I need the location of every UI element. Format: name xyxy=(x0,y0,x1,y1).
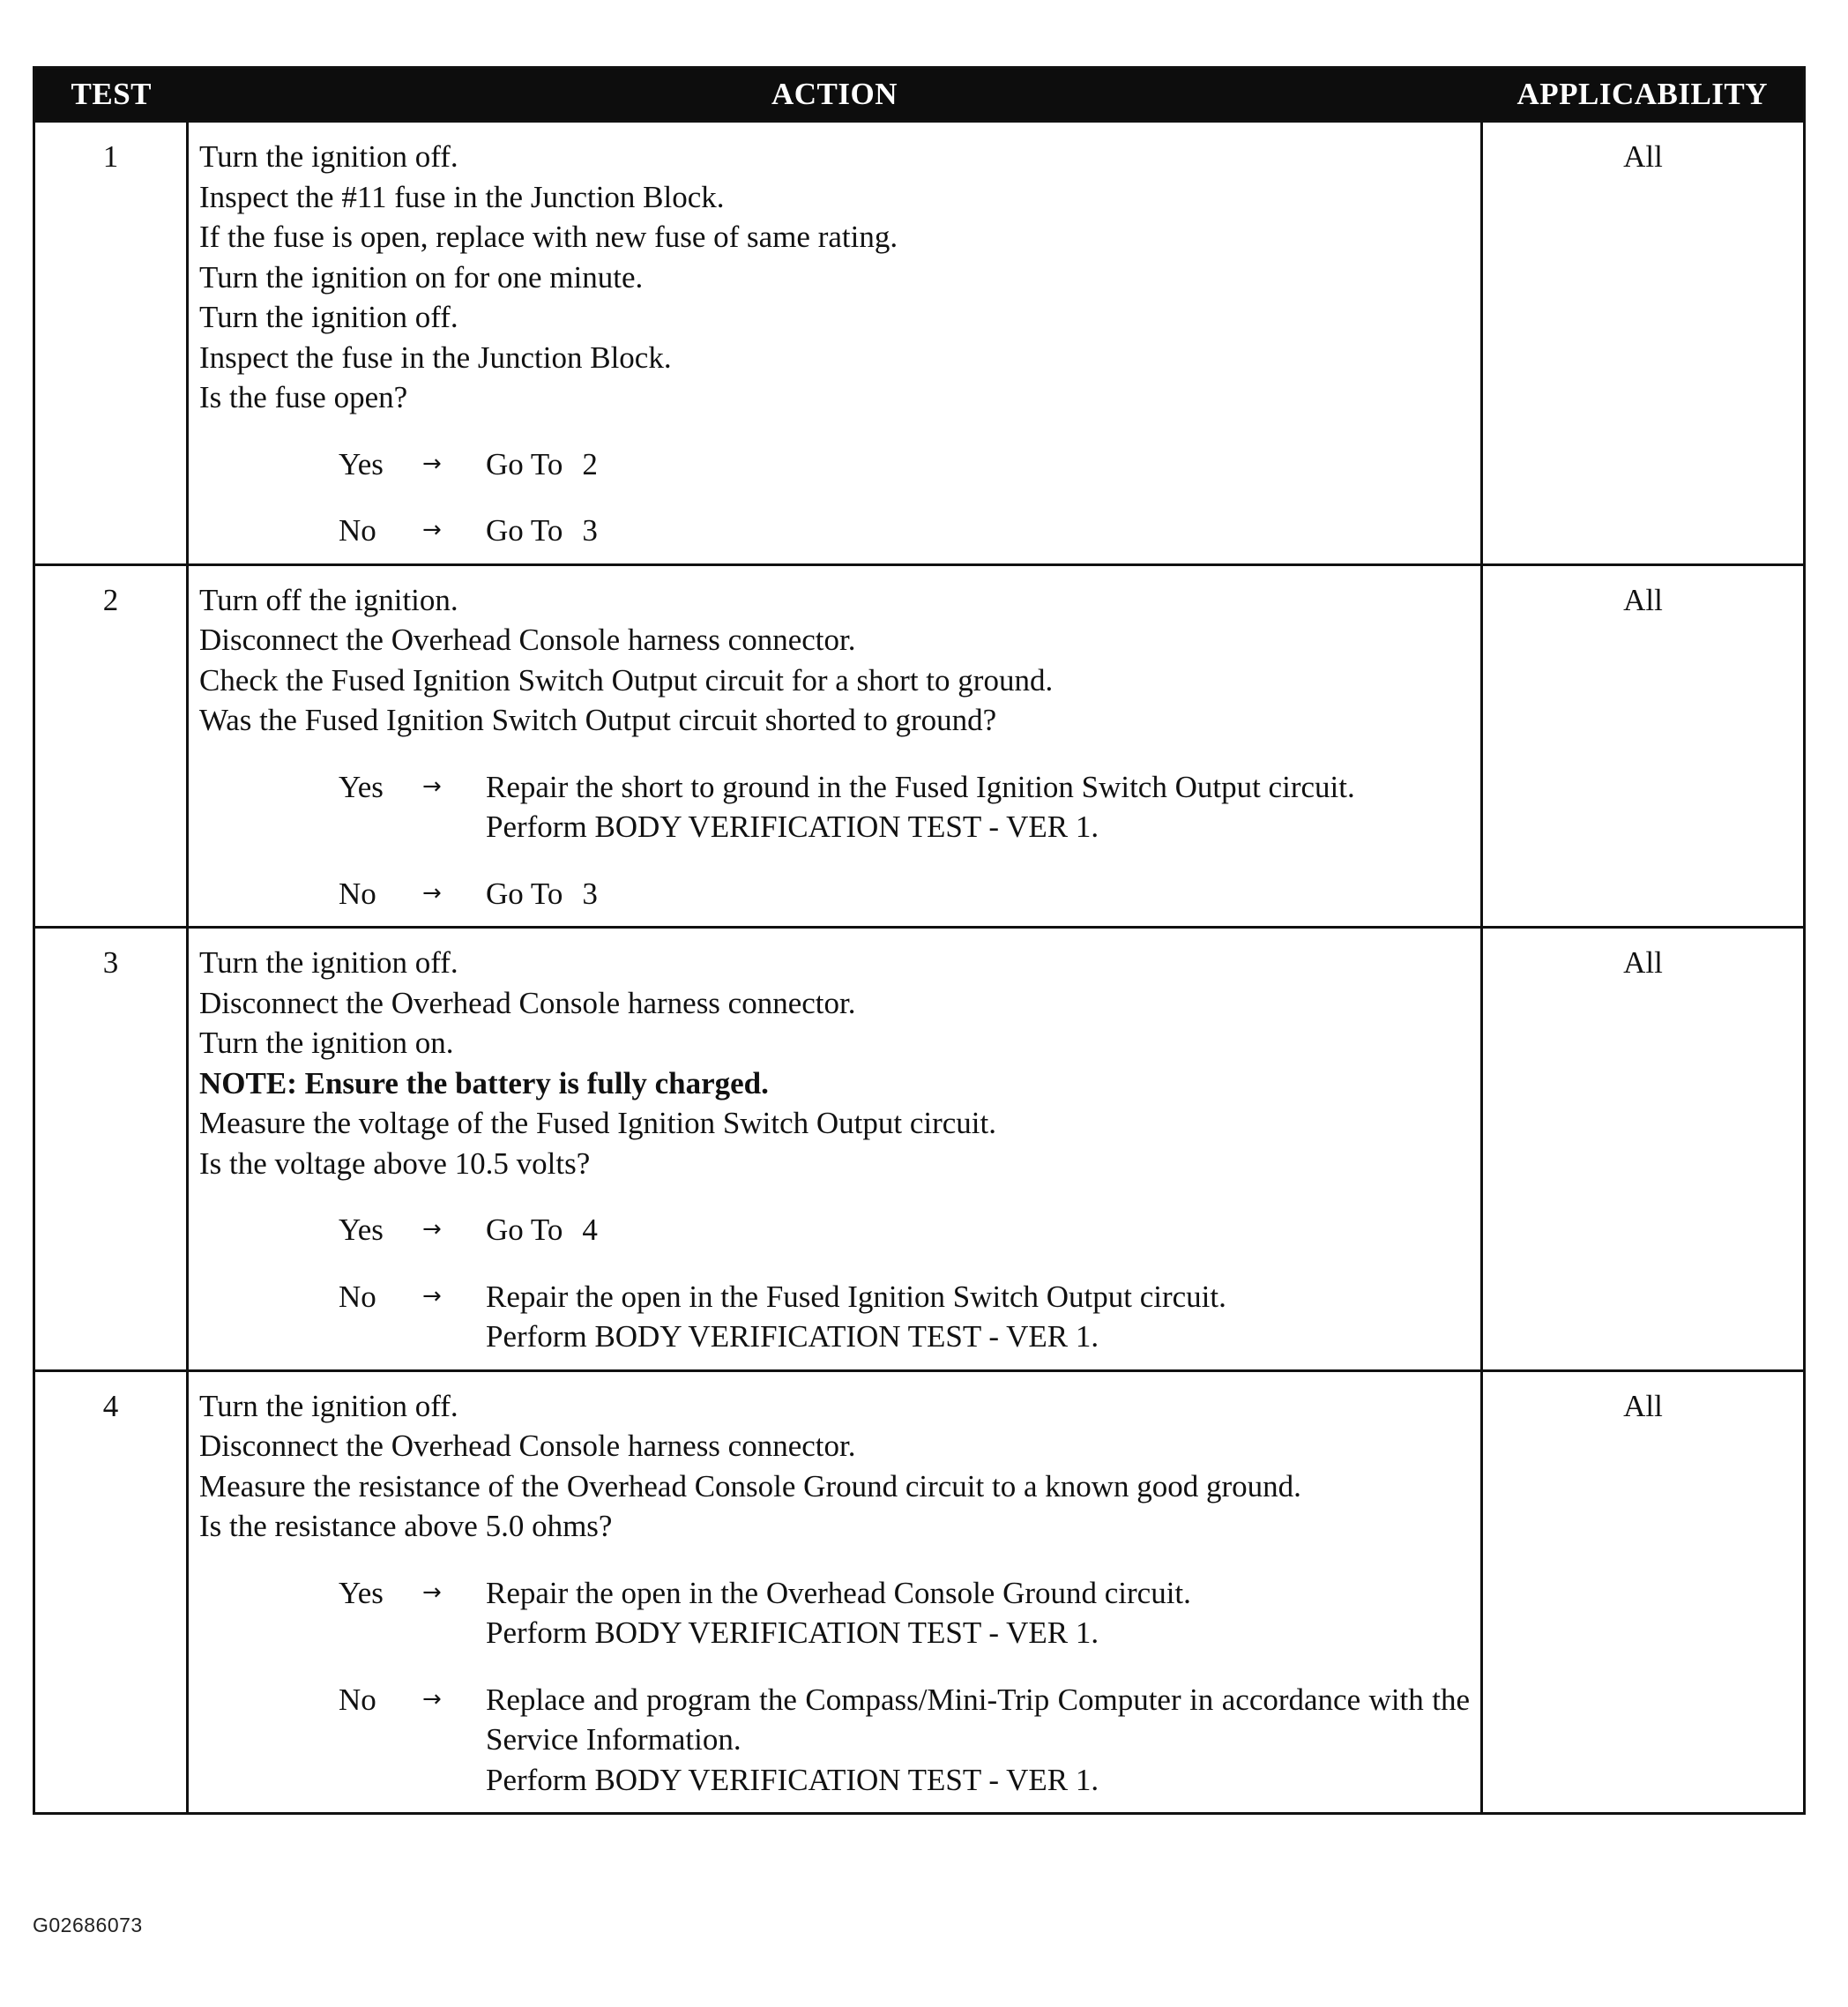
outcomes xyxy=(199,444,1470,551)
test-number: 2 xyxy=(34,564,188,928)
outcome-no xyxy=(199,1277,1470,1357)
right-arrow-icon: → xyxy=(422,450,442,477)
action-step: Inspect the fuse in the Junction Block. xyxy=(199,339,672,375)
outcome-label: No xyxy=(339,1682,376,1717)
goto-text: Go To xyxy=(486,446,563,481)
outcomes xyxy=(199,767,1470,914)
action-cell xyxy=(188,928,1482,1371)
goto-text: Go To xyxy=(486,876,563,911)
right-arrow-icon: → xyxy=(422,1578,442,1606)
action-step: Disconnect the Overhead Console harness connector. xyxy=(199,985,856,1020)
outcome-yes xyxy=(199,1210,1470,1250)
action-step: Measure the resistance of the Overhead Console Ground circuit to a known good ground. xyxy=(199,1468,1301,1503)
header-action: ACTION xyxy=(188,68,1482,122)
table-row xyxy=(34,122,1805,565)
goto-text: Go To xyxy=(486,1212,563,1247)
goto-number: 4 xyxy=(582,1212,598,1247)
outcome-result xyxy=(486,444,1470,485)
figure-id: G02686073 xyxy=(33,1914,143,1936)
outcome-label: No xyxy=(339,876,376,911)
right-arrow-icon: → xyxy=(422,1282,442,1309)
table-row xyxy=(34,928,1805,1371)
right-arrow-icon: → xyxy=(422,1216,442,1242)
action-step: Turn the ignition on for one minute. xyxy=(199,259,644,295)
outcome-line: Perform BODY VERIFICATION TEST - VER 1. xyxy=(486,810,1099,844)
outcome-line: Repair the short to ground in the Fused Ignition Switch Output circuit. xyxy=(486,769,1355,804)
goto-number: 3 xyxy=(582,876,598,911)
action-step: Turn the ignition off. xyxy=(199,945,458,980)
diagnostic-test-table xyxy=(33,66,1806,1815)
right-arrow-icon: → xyxy=(422,879,442,907)
action-step: Measure the voltage of the Fused Ignition Switch Output circuit. xyxy=(199,1106,996,1140)
action-step: Turn off the ignition. xyxy=(199,582,458,617)
outcome-result xyxy=(486,874,1470,914)
outcome-label: Yes xyxy=(339,1575,384,1610)
right-arrow-icon: → xyxy=(422,772,442,800)
outcome-result xyxy=(486,1680,1470,1801)
applicability-value: All xyxy=(1482,928,1805,1371)
action-step: Turn the ignition off. xyxy=(199,139,458,174)
outcome-line: Perform BODY VERIFICATION TEST - VER 1. xyxy=(486,1319,1099,1354)
outcome-line: Perform BODY VERIFICATION TEST - VER 1. xyxy=(486,1762,1099,1797)
outcomes xyxy=(199,1210,1470,1357)
applicability-value: All xyxy=(1482,564,1805,928)
outcome-result xyxy=(486,1277,1470,1357)
action-question: Is the resistance above 5.0 ohms? xyxy=(199,1509,613,1543)
action-cell xyxy=(188,564,1482,928)
outcome-line: Repair the open in the Fused Ignition Switch Output circuit. xyxy=(486,1279,1226,1314)
action-question: Is the fuse open? xyxy=(199,380,408,414)
table-row xyxy=(34,1370,1805,1814)
action-step: Disconnect the Overhead Console harness connector. xyxy=(199,623,856,657)
test-number: 1 xyxy=(34,122,188,565)
test-number: 3 xyxy=(34,928,188,1371)
header-test: TEST xyxy=(34,68,188,122)
outcome-line: Replace and program the Compass/Mini-Trip Computer in accordance with the Service Information. xyxy=(486,1682,1470,1757)
outcome-line: Perform BODY VERIFICATION TEST - VER 1. xyxy=(486,1615,1099,1650)
action-step: Disconnect the Overhead Console harness connector. xyxy=(199,1429,856,1463)
outcome-label: Yes xyxy=(339,769,384,804)
outcome-yes xyxy=(199,1573,1470,1653)
action-question: Was the Fused Ignition Switch Output circuit shorted to ground? xyxy=(199,703,997,737)
diagnostic-table-container xyxy=(33,66,1803,1815)
action-cell xyxy=(188,1370,1482,1814)
outcome-no xyxy=(199,511,1470,551)
applicability-value: All xyxy=(1482,1370,1805,1814)
action-step: Check the Fused Ignition Switch Output circuit for a short to ground. xyxy=(199,662,1054,698)
table-row xyxy=(34,564,1805,928)
action-step: Turn the ignition off. xyxy=(199,1388,458,1423)
outcome-no xyxy=(199,874,1470,914)
action-step: If the fuse is open, replace with new fuse of same rating. xyxy=(199,220,898,254)
outcome-label: Yes xyxy=(339,1212,384,1247)
outcome-no xyxy=(199,1680,1470,1801)
outcome-result xyxy=(486,1573,1470,1653)
outcome-yes xyxy=(199,444,1470,485)
outcome-yes xyxy=(199,767,1470,847)
right-arrow-icon: → xyxy=(422,517,442,543)
outcome-label: No xyxy=(339,513,376,548)
right-arrow-icon: → xyxy=(422,1685,442,1712)
action-step: Inspect the #11 fuse in the Junction Block. xyxy=(199,179,725,214)
header-applicability: APPLICABILITY xyxy=(1482,68,1805,122)
outcomes xyxy=(199,1573,1470,1801)
action-step: Turn the ignition off. xyxy=(199,300,458,334)
action-question: Is the voltage above 10.5 volts? xyxy=(199,1145,591,1181)
table-body xyxy=(34,122,1805,1814)
outcome-result xyxy=(486,767,1470,847)
applicability-value: All xyxy=(1482,122,1805,565)
goto-text: Go To xyxy=(486,513,563,548)
outcome-result xyxy=(486,511,1470,551)
action-step: Turn the ignition on. xyxy=(199,1026,454,1060)
action-cell xyxy=(188,122,1482,565)
outcome-label: Yes xyxy=(339,446,384,481)
outcome-result xyxy=(486,1210,1470,1250)
outcome-label: No xyxy=(339,1279,376,1314)
goto-number: 2 xyxy=(582,446,598,481)
action-note: NOTE: Ensure the battery is fully charged. xyxy=(199,1065,769,1100)
test-number: 4 xyxy=(34,1370,188,1814)
goto-number: 3 xyxy=(582,513,598,548)
outcome-line: Repair the open in the Overhead Console Ground circuit. xyxy=(486,1575,1191,1610)
table-header xyxy=(34,68,1805,122)
